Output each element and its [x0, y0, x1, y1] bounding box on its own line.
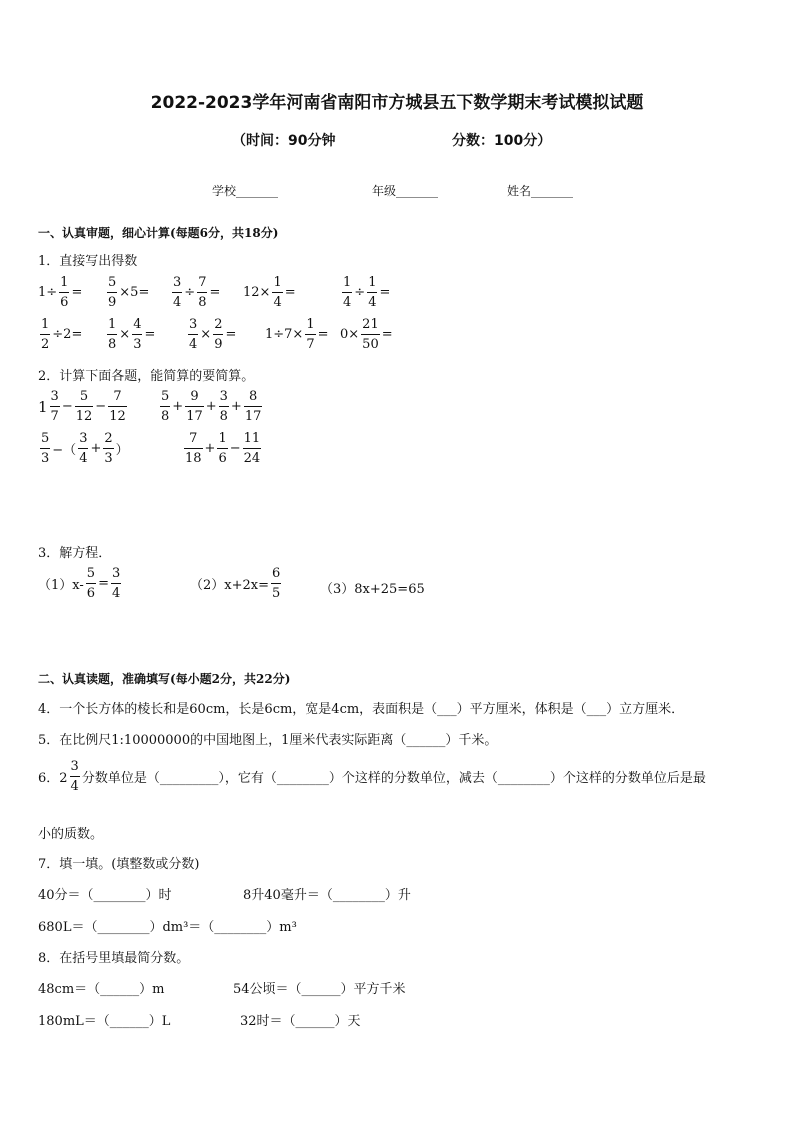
q8-item-c: 180mL＝（______）L: [38, 1014, 171, 1029]
denominator: 9: [213, 334, 223, 351]
denominator: 8: [219, 406, 229, 423]
operator: −: [61, 399, 73, 414]
question-7-label: 7．填一填。(填整数或分数): [38, 857, 200, 872]
numerator: 1: [60, 275, 69, 290]
fraction: [103, 432, 113, 465]
numerator: 8: [248, 389, 258, 404]
denominator: 9: [107, 292, 117, 309]
denominator: 4: [78, 448, 88, 465]
q8-item-d: 32时＝（______）天: [240, 1014, 361, 1029]
score-label: 分数：100分）: [452, 133, 552, 149]
fraction: [107, 276, 117, 309]
q8-item-b: 54公顷＝（______）平方千米: [233, 982, 406, 997]
q1-expr-8-suffix: =: [225, 327, 237, 342]
q1-expr-1-suffix: =: [71, 285, 83, 300]
question-6: [38, 760, 706, 793]
numerator: 1: [368, 275, 377, 290]
name-field: 姓名_______: [507, 184, 574, 198]
fraction: [40, 318, 50, 351]
denominator: 6: [217, 448, 227, 465]
q1-expr-7-suffix: =: [144, 327, 156, 342]
equation-prefix: （1）x-: [38, 578, 84, 593]
question-5: 5．在比例尺1:10000000的中国地图上，1厘米代表实际距离（______）千米。: [38, 733, 498, 748]
q6-prefix: 6．2: [38, 771, 68, 786]
operator: −（: [52, 443, 77, 458]
numerator: 7: [189, 431, 198, 446]
q3-equation-3: （3）8x+25=65: [320, 582, 425, 597]
question-6-continued: 小的质数。: [38, 827, 104, 842]
fraction: [107, 318, 117, 351]
fraction: [40, 432, 50, 465]
fraction: [305, 318, 315, 351]
operator: =: [98, 576, 109, 591]
operator: +: [90, 441, 102, 456]
denominator: 50: [361, 334, 380, 351]
operator: ÷: [354, 285, 366, 300]
question-3-label: 3．解方程．: [38, 546, 112, 561]
q1-expr-9-suffix: =: [317, 327, 329, 342]
numerator: 1: [41, 317, 50, 332]
q2-expr-2: [158, 390, 264, 423]
q1-expr-3: [170, 276, 220, 309]
whole-number: 1: [38, 397, 48, 416]
numerator: 5: [108, 275, 117, 290]
denominator: 7: [305, 334, 315, 351]
denominator: 6: [59, 292, 69, 309]
denominator: 8: [160, 406, 170, 423]
fraction: [50, 390, 60, 423]
q1-expr-3-suffix: =: [209, 285, 221, 300]
numerator: 5: [86, 566, 96, 581]
denominator: 4: [172, 292, 182, 309]
question-2-label: 2．计算下面各题，能简算的要简算。: [38, 369, 255, 384]
operator: +: [230, 399, 242, 414]
operator: ）: [115, 443, 129, 458]
denominator: 5: [271, 583, 281, 600]
numerator: 1: [306, 317, 315, 332]
fraction: [78, 432, 88, 465]
fraction: [244, 390, 263, 423]
fraction: [367, 276, 377, 309]
q3-equation-1: [38, 567, 123, 600]
operator: ÷: [184, 285, 196, 300]
fraction: [188, 318, 198, 351]
denominator: 4: [70, 776, 80, 793]
fraction: [185, 390, 204, 423]
q7-item-b: 8升40毫升＝（________）升: [243, 888, 411, 903]
school-field: 学校_______: [212, 184, 279, 198]
q1-expr-5-suffix: =: [379, 285, 391, 300]
fraction: [213, 318, 223, 351]
fraction: [217, 432, 227, 465]
q8-item-a: 48cm＝（______）m: [38, 982, 165, 997]
q1-expr-10-suffix: =: [381, 327, 393, 342]
q2-expr-1: [38, 390, 129, 423]
numerator: 3: [219, 389, 228, 404]
equation-prefix: （2）x+2x=: [190, 578, 269, 593]
fraction: [172, 276, 182, 309]
denominator: 18: [184, 448, 203, 465]
numerator: 7: [113, 389, 122, 404]
question-1-label: 1．直接写出得数: [38, 254, 138, 269]
operator: −: [95, 399, 107, 414]
q1-expr-5: [340, 276, 390, 309]
q1-expr-6: [38, 318, 82, 351]
fraction: [111, 567, 121, 600]
q2-expr-3: [38, 432, 129, 465]
fraction: [160, 390, 170, 423]
q1-expr-8: [186, 318, 236, 351]
q1-expr-7: [105, 318, 155, 351]
denominator: 7: [50, 406, 60, 423]
numerator: 5: [41, 431, 50, 446]
denominator: 12: [75, 406, 94, 423]
fraction: [271, 567, 281, 600]
q1-expr-9-prefix: 1÷7×: [265, 327, 304, 342]
fraction: [59, 276, 69, 309]
denominator: 24: [243, 448, 262, 465]
operator: +: [204, 441, 216, 456]
denominator: 8: [197, 292, 207, 309]
numerator: 1: [218, 431, 227, 446]
numerator: 7: [198, 275, 207, 290]
fraction: [219, 390, 229, 423]
q1-expr-1-prefix: 1÷: [38, 285, 58, 300]
denominator: 17: [244, 406, 263, 423]
numerator: 5: [161, 389, 170, 404]
numerator: 1: [343, 275, 352, 290]
operator: ×: [200, 327, 212, 342]
question-4: 4．一个长方体的棱长和是60cm，长是6cm，宽是4cm，表面积是（___）平方厘米，体积是（___）立方厘米．: [38, 702, 685, 717]
q7-item-c: 680L＝（________）dm³＝（________）m³: [38, 920, 297, 935]
numerator: 3: [173, 275, 182, 290]
q7-item-a: 40分＝（________）时: [38, 888, 172, 903]
numerator: 1: [273, 275, 282, 290]
q1-expr-4-prefix: 12×: [243, 285, 271, 300]
q6-text: 分数单位是（_________），它有（________）个这样的分数单位，减去（________）个这样的分数单位后是最: [81, 771, 706, 786]
q1-expr-2: [105, 276, 149, 309]
denominator: 8: [107, 334, 117, 351]
numerator: 11: [243, 431, 261, 446]
numerator: 4: [133, 317, 142, 332]
fraction: [272, 276, 282, 309]
fraction: [132, 318, 142, 351]
section-2-heading: 二、认真读题，准确填写(每小题2分，共22分): [38, 672, 291, 686]
operator: −: [229, 441, 241, 456]
fraction: [70, 760, 80, 793]
denominator: 4: [272, 292, 282, 309]
q1-expr-10: [340, 318, 393, 351]
denominator: 2: [40, 334, 50, 351]
page-title: 2022-2023学年河南省南阳市方城县五下数学期末考试模拟试题: [150, 93, 644, 113]
numerator: 9: [190, 389, 199, 404]
fraction: [197, 276, 207, 309]
denominator: 4: [188, 334, 198, 351]
denominator: 4: [111, 583, 121, 600]
numerator: 2: [104, 431, 113, 446]
section-1-heading: 一、认真审题，细心计算(每题6分，共18分): [38, 226, 279, 240]
q2-expr-4: [182, 432, 263, 465]
fraction: [75, 390, 94, 423]
denominator: 4: [342, 292, 352, 309]
grade-field: 年级_______: [372, 184, 439, 198]
question-8-label: 8．在括号里填最简分数。: [38, 951, 190, 966]
numerator: 3: [111, 566, 121, 581]
denominator: 3: [132, 334, 142, 351]
numerator: 6: [272, 566, 281, 581]
q1-expr-9: [265, 318, 329, 351]
q1-expr-4-suffix: =: [284, 285, 296, 300]
numerator: 3: [50, 389, 59, 404]
operator: +: [205, 399, 217, 414]
denominator: 4: [367, 292, 377, 309]
fraction: [86, 567, 96, 600]
operator: +: [172, 399, 184, 414]
numerator: 5: [79, 389, 89, 404]
q1-expr-2-suffix: ×5=: [119, 285, 150, 300]
numerator: 3: [79, 431, 88, 446]
time-label: （时间：90分钟: [232, 133, 336, 149]
denominator: 17: [185, 406, 204, 423]
operator: ×: [119, 327, 131, 342]
numerator: 21: [362, 317, 379, 332]
fraction: [243, 432, 262, 465]
fraction: [108, 390, 127, 423]
q1-expr-10-prefix: 0×: [340, 327, 360, 342]
numerator: 1: [108, 317, 117, 332]
numerator: 2: [214, 317, 223, 332]
denominator: 6: [86, 583, 96, 600]
q1-expr-4: [243, 276, 296, 309]
q3-equation-2: [190, 567, 283, 600]
denominator: 12: [108, 406, 127, 423]
q1-expr-6-suffix: ÷2=: [52, 327, 83, 342]
denominator: 3: [103, 448, 113, 465]
fraction: [184, 432, 203, 465]
numerator: 3: [70, 759, 79, 774]
denominator: 3: [40, 448, 50, 465]
q1-expr-1: [38, 276, 82, 309]
numerator: 3: [189, 317, 198, 332]
fraction: [361, 318, 380, 351]
fraction: [342, 276, 352, 309]
